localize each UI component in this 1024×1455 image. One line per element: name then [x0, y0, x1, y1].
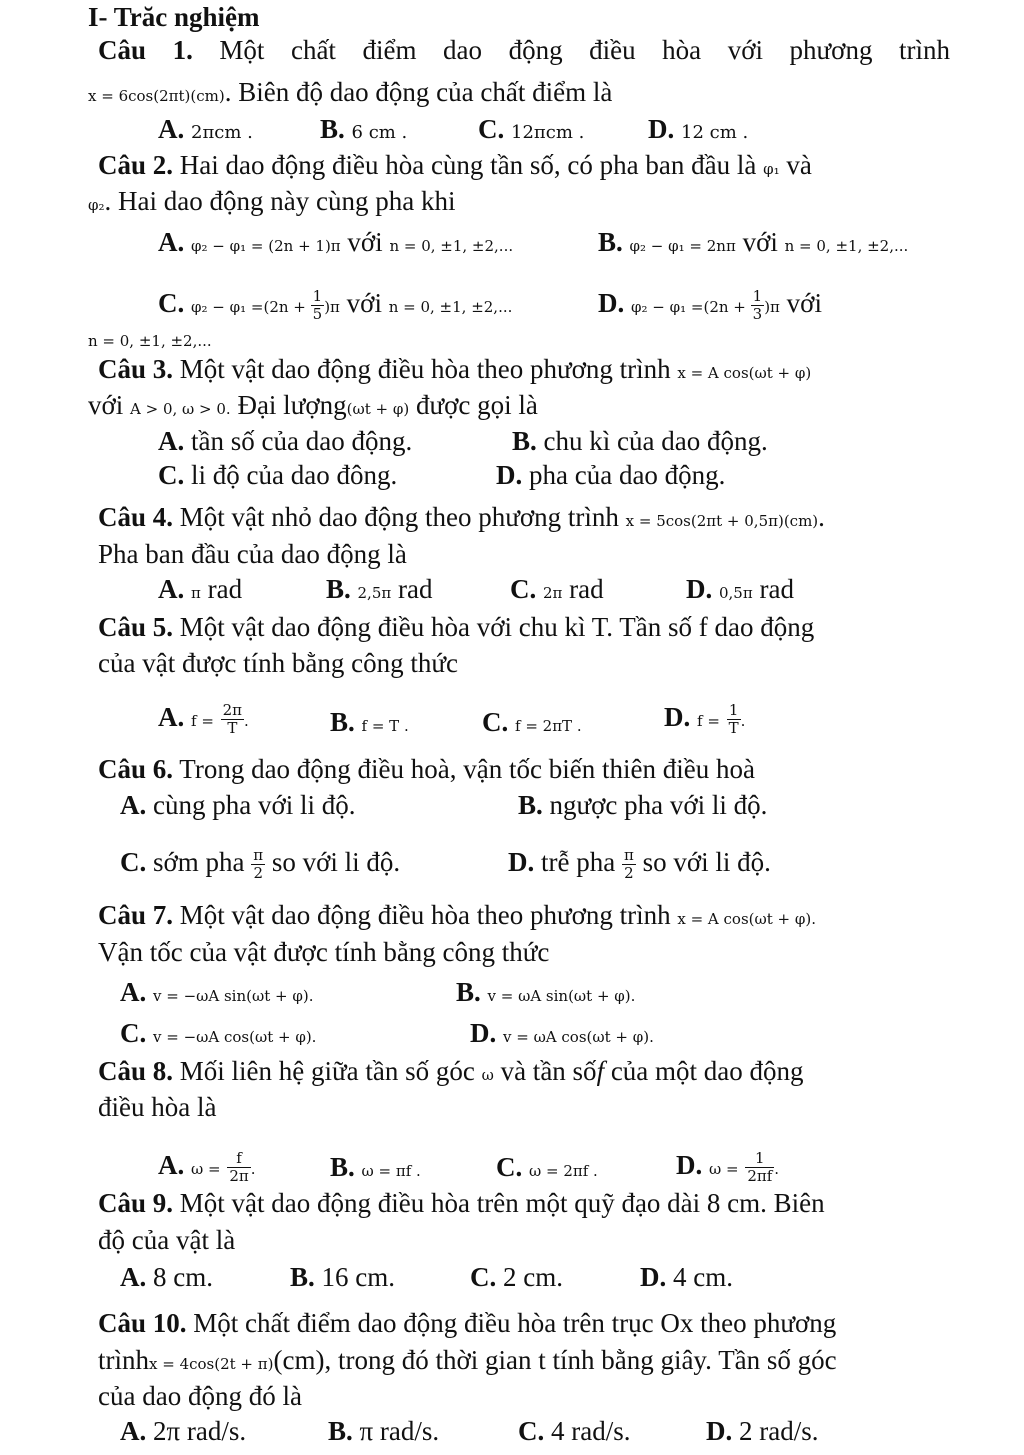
option-key: C.	[510, 574, 537, 604]
option-key: D.	[648, 114, 675, 144]
option-a[interactable]	[120, 1414, 246, 1448]
option-d[interactable]: D. ω = $\frac{1}{2\pi f}$ .	[676, 1149, 780, 1186]
option-b[interactable]	[598, 225, 908, 263]
option-value: f = T .	[361, 717, 409, 735]
option-d-cond: n = 0, ±1, ±2,...	[88, 332, 212, 350]
option-value: π rad/s.	[359, 1416, 440, 1446]
option-key: A.	[158, 702, 185, 732]
option-value: f = 2πT .	[515, 717, 582, 735]
option-value: 12πcm .	[511, 122, 585, 143]
option-key: D.	[664, 702, 691, 732]
option-key: D.	[496, 460, 523, 490]
option-key: B.	[518, 790, 543, 820]
option-key: B.	[328, 1416, 353, 1446]
question-text: Một vật nhỏ dao động theo phương trình	[179, 502, 619, 532]
option-unit: rad	[207, 574, 243, 604]
fraction: $\frac{2\pi}{T}$	[222, 701, 243, 738]
option-c[interactable]	[470, 1260, 563, 1294]
option-d[interactable]	[648, 112, 748, 150]
option-b[interactable]	[518, 788, 767, 822]
equation: x = A cos(ωt + φ).	[677, 910, 816, 928]
option-key: A.	[120, 1416, 147, 1446]
question-text: được gọi là	[415, 390, 538, 420]
option-value: 6 cm .	[351, 122, 408, 143]
option-value: ω = πf .	[361, 1162, 421, 1180]
question-8-line2: điều hòa là	[98, 1092, 217, 1122]
fraction: $\frac{\pi}{2}$	[253, 846, 264, 883]
question-label: Câu 2.	[98, 150, 174, 180]
option-key: C.	[158, 460, 185, 490]
and-word: và	[786, 150, 812, 180]
with-word: với	[346, 288, 382, 318]
fraction: $\frac{\pi}{2}$	[623, 846, 634, 883]
question-label: Câu 3.	[98, 354, 174, 384]
question-7-line2: Vận tốc của vật được tính bằng công thức	[98, 937, 550, 967]
option-key: B.	[598, 227, 623, 257]
question-4: Câu 4. Một vật nhỏ dao động theo phương trình x = 5cos(2πt + 0,5π)(cm).	[98, 502, 825, 532]
question-1	[98, 33, 950, 67]
fraction: $\frac{1}{3}$	[752, 287, 763, 324]
option-b[interactable]	[330, 705, 409, 743]
option-key: D.	[470, 1018, 497, 1048]
option-a[interactable]	[120, 975, 313, 1013]
option-value: v = −ωA cos(ωt + φ).	[153, 1028, 317, 1046]
option-key: C.	[478, 114, 505, 144]
option-d[interactable]	[470, 1016, 654, 1054]
option-c[interactable]	[482, 705, 582, 743]
question-text: của một dao động	[610, 1056, 804, 1086]
option-text: so với li độ.	[642, 847, 771, 877]
with-word: với	[88, 390, 124, 420]
option-key: D.	[508, 847, 535, 877]
question-text: Một vật dao động điều hòa theo phương trình	[179, 900, 671, 930]
option-expr: φ₂ − φ₁ = (2n + 1)π	[191, 237, 341, 255]
option-key: C.	[120, 1018, 147, 1048]
question-text: Mối liên hệ giữa tần số góc	[179, 1056, 475, 1086]
option-a[interactable]	[120, 788, 356, 822]
with-word: với	[786, 288, 822, 318]
option-key: D.	[706, 1416, 733, 1446]
option-text: so với li độ.	[271, 847, 401, 877]
option-c[interactable]	[496, 1150, 598, 1188]
option-key: C.	[482, 707, 509, 737]
option-value: tần số của dao động.	[191, 426, 413, 456]
question-text: Đại lượng	[237, 390, 347, 420]
option-key: B.	[330, 1152, 355, 1182]
option-value: pha của dao động.	[529, 460, 726, 490]
option-key: B.	[290, 1262, 315, 1292]
option-b[interactable]	[456, 975, 635, 1013]
equation: x = 4cos(2t + π)	[149, 1355, 274, 1373]
option-lhs: ω =	[191, 1160, 221, 1178]
option-cond: n = 0, ±1, ±2,...	[389, 237, 514, 255]
option-key: D.	[598, 288, 625, 318]
option-symbol: 2,5π	[357, 584, 392, 602]
option-key: C.	[518, 1416, 545, 1446]
question-label: Câu 6.	[98, 754, 174, 784]
option-key: B.	[326, 574, 351, 604]
option-c[interactable]	[518, 1414, 630, 1448]
option-key: B.	[456, 977, 481, 1007]
question-text: Một chất điểm dao động điều hòa trên trục Ox theo phương	[193, 1308, 837, 1338]
question-text: và tần số	[500, 1056, 597, 1086]
option-value: v = ωA sin(ωt + φ).	[487, 987, 636, 1005]
question-6	[98, 752, 755, 786]
equation: x = 6cos(2πt)(cm)	[88, 87, 225, 105]
option-a[interactable]	[158, 572, 242, 610]
question-2-line2	[88, 184, 455, 222]
question-4-line2: Pha ban đầu của dao động là	[98, 539, 407, 569]
condition: A > 0, ω > 0.	[130, 400, 231, 418]
question-7	[98, 898, 816, 936]
option-d[interactable]	[508, 845, 771, 882]
equation: x = A cos(ωt + φ)	[677, 364, 812, 382]
section-heading: I- Trăc nghiệm	[88, 2, 260, 32]
option-value: 4 rad/s.	[551, 1416, 631, 1446]
question-5	[98, 610, 814, 644]
question-label: Câu 8.	[98, 1056, 174, 1086]
option-d[interactable]	[640, 1260, 733, 1294]
option-expr: φ₂ − φ₁ =	[191, 298, 264, 316]
question-label: Câu 4.	[98, 502, 174, 532]
option-key: B.	[330, 707, 355, 737]
option-b[interactable]	[512, 424, 768, 458]
option-lhs: ω =	[709, 1160, 739, 1178]
option-key: A.	[158, 574, 185, 604]
question-2	[98, 148, 812, 186]
option-a[interactable]: A. f = $\frac{2\pi}{T}$ .	[158, 701, 249, 738]
option-a[interactable]: A. ω = $\frac{f}{2\pi}$ .	[158, 1149, 256, 1186]
question-3	[98, 352, 811, 390]
question-label: Câu 10.	[98, 1308, 187, 1338]
question-label: Câu 9.	[98, 1188, 174, 1218]
option-value: chu kì của dao động.	[543, 426, 768, 456]
option-key: A.	[120, 1262, 147, 1292]
fraction: $\frac{1}{T}$	[728, 701, 739, 738]
fraction: $\frac{1}{5}$	[312, 287, 323, 324]
option-cond: n = 0, ±1, ±2,...	[388, 298, 513, 316]
question-9	[98, 1186, 825, 1220]
option-a[interactable]	[158, 112, 253, 150]
option-a[interactable]	[158, 225, 513, 263]
option-key: C.	[470, 1262, 497, 1292]
option-c[interactable]	[120, 845, 400, 882]
option-value: v = ωA cos(ωt + φ).	[503, 1028, 654, 1046]
option-b[interactable]	[320, 112, 407, 150]
question-8	[98, 1054, 804, 1092]
question-text: Một vật dao động điều hòa theo phương trình	[179, 354, 671, 384]
option-value: cùng pha với li độ.	[153, 790, 356, 820]
option-d[interactable]	[496, 458, 725, 492]
option-value: 8 cm.	[153, 1262, 213, 1292]
option-lhs: f =	[697, 712, 720, 730]
option-c[interactable]: C. φ₂ − φ₁ =(2n + $\frac{1}{5}$ )π với n = 0, ±1, ±2,...	[158, 287, 513, 324]
question-text: Một vật dao động điều hòa trên một quỹ đạo dài 8 cm. Biên	[179, 1188, 825, 1218]
question-text: Một chất điểm dao động điều hòa với phương trình	[219, 35, 951, 65]
option-value: 4 cm.	[673, 1262, 733, 1292]
question-label: Câu 1.	[98, 35, 193, 65]
question-text: . Biên độ dao động của chất điểm là	[224, 77, 613, 107]
option-value: 2π rad/s.	[153, 1416, 247, 1446]
equation: (ωt + φ)	[346, 400, 410, 418]
f-symbol: f	[596, 1056, 605, 1086]
option-expr: φ₂ − φ₁ =	[631, 298, 704, 316]
fraction: $\frac{f}{2\pi}$	[229, 1149, 249, 1186]
option-d[interactable]: D. φ₂ − φ₁ =(2n + $\frac{1}{3}$ )π với	[598, 287, 822, 324]
question-9-line2: độ của vật là	[98, 1225, 236, 1255]
phi1: φ₁	[763, 160, 780, 178]
option-d[interactable]: D. f = $\frac{1}{T}$ .	[664, 701, 746, 738]
question-10-line2	[98, 1343, 837, 1381]
question-label: Câu 7.	[98, 900, 174, 930]
option-cond: n = 0, ±1, ±2,...	[784, 237, 909, 255]
question-text: trình	[98, 1345, 149, 1375]
option-c[interactable]	[120, 1016, 316, 1054]
option-b[interactable]	[290, 1260, 395, 1294]
option-text: trễ pha	[541, 847, 616, 877]
option-value: ω = 2πf .	[529, 1162, 598, 1180]
option-c[interactable]	[478, 112, 584, 150]
option-c[interactable]	[158, 458, 397, 492]
option-key: A.	[158, 1150, 185, 1180]
option-value: 12 cm .	[681, 122, 749, 143]
option-key: B.	[512, 426, 537, 456]
option-key: D.	[640, 1262, 667, 1292]
option-symbol: 0,5π	[719, 584, 753, 602]
option-key: A.	[120, 790, 147, 820]
option-value: ngược pha với li độ.	[549, 790, 768, 820]
option-symbol: 2π	[543, 584, 563, 602]
phi2: φ₂	[88, 196, 105, 214]
with-word: với	[347, 227, 383, 257]
option-expr: φ₂ − φ₁ = 2nπ	[629, 237, 736, 255]
option-value: li độ của dao đông.	[191, 460, 398, 490]
option-key: C.	[496, 1152, 523, 1182]
option-key: A.	[158, 426, 185, 456]
question-10-line3: của dao động đó là	[98, 1381, 302, 1411]
option-key: A.	[120, 977, 147, 1007]
question-text: Hai dao động điều hòa cùng tần số, có pha ban đầu là	[179, 150, 757, 180]
equation: x = 5cos(2πt + 0,5π)(cm)	[625, 512, 819, 530]
option-key: D.	[676, 1150, 703, 1180]
question-text: Trong dao động điều hoà, vận tốc biến thiên điều hoà	[179, 754, 755, 784]
option-value: 2 cm.	[503, 1262, 563, 1292]
question-text: . Hai dao động này cùng pha khi	[104, 186, 456, 216]
option-value: 2 rad/s.	[739, 1416, 819, 1446]
option-b[interactable]	[328, 1414, 439, 1448]
option-unit: rad	[397, 574, 433, 604]
option-d[interactable]	[686, 572, 794, 610]
omega-symbol: ω	[481, 1066, 494, 1084]
option-value: v = −ωA sin(ωt + φ).	[153, 987, 314, 1005]
option-unit: rad	[759, 574, 794, 604]
question-label: Câu 5.	[98, 612, 174, 642]
option-key: A.	[158, 227, 185, 257]
option-value: 16 cm.	[321, 1262, 396, 1292]
option-lhs: f =	[191, 712, 214, 730]
option-key: D.	[686, 574, 713, 604]
option-key: A.	[158, 114, 185, 144]
option-a[interactable]	[120, 1260, 213, 1294]
option-text: sớm pha	[153, 847, 245, 877]
question-10	[98, 1306, 836, 1340]
question-text: (cm), trong đó thời gian t tính bằng giây. Tần số góc	[273, 1345, 837, 1375]
option-c[interactable]	[510, 572, 604, 610]
question-5-line2: của vật được tính bằng công thức	[98, 648, 458, 678]
fraction: $\frac{1}{2\pi f}$	[747, 1149, 773, 1186]
option-unit: rad	[569, 574, 604, 604]
option-value: 2πcm .	[191, 122, 253, 143]
option-b[interactable]	[326, 572, 432, 610]
option-b[interactable]	[330, 1150, 421, 1188]
option-d[interactable]	[706, 1414, 818, 1448]
question-3-line2	[88, 388, 538, 426]
option-key: B.	[320, 114, 345, 144]
option-key: C.	[120, 847, 147, 877]
question-text: Một vật dao động điều hòa với chu kì T. Tần số f dao động	[179, 612, 815, 642]
option-a[interactable]	[158, 424, 412, 458]
option-key: C.	[158, 288, 185, 318]
with-word: với	[742, 227, 778, 257]
option-symbol: π	[191, 584, 201, 602]
question-1-line2	[88, 75, 612, 113]
